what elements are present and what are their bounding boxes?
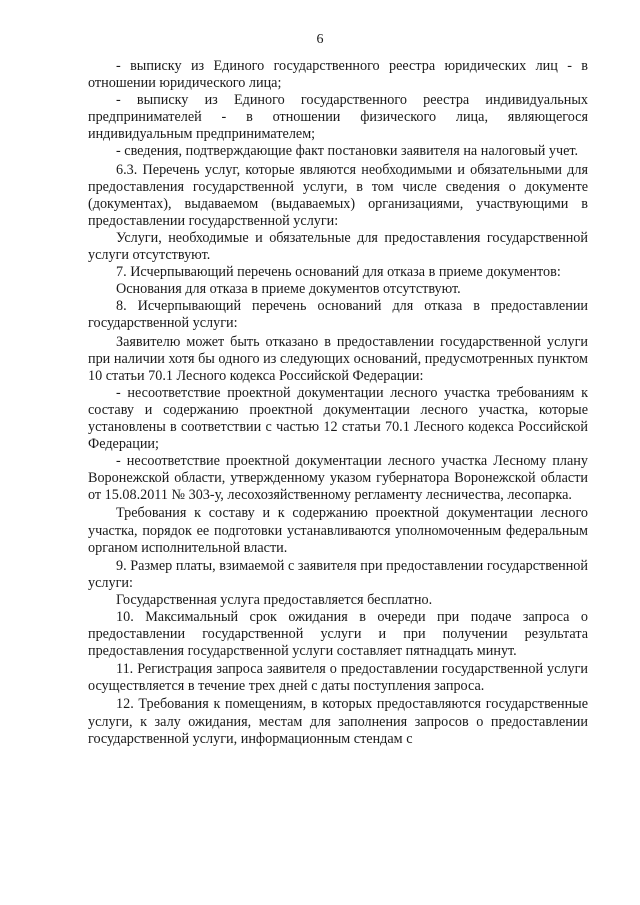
paragraph-9-free-of-charge: Государственная услуга предоставляется бесплатно. [116,591,433,608]
paragraph-8: 8. Исчерпывающий перечень оснований для отказа в предоставлении государственной услуги: [88,298,588,332]
paragraph-8-noncompliance-requirements: - несоответствие проектной документации лесного участка требованиям к составу и содержанию проектной документации лесного участка, которые установлены в соответствии с частью 12 статьи 70.1 Лесного кодекса Российской Федерации; [88,384,588,453]
paragraph-project-documentation-requirements: Требования к составу и к содержанию проектной документации лесного участка, порядок ее подготовки устанавливаются уполномоченным федеральным органом исполнительной власти. [88,505,588,556]
paragraph-egrul-extract: - выписку из Единого государственного реестра юридических лиц - в отношении юридического лица; [88,58,588,92]
paragraph-9: 9. Размер платы, взимаемой с заявителя при предоставлении государственной услуги: [88,557,588,591]
paragraph-6-3-services-absent: Услуги, необходимые и обязательные для предоставления государственной услуги отсутствуют. [88,229,588,264]
paragraph-tax-registration: - сведения, подтверждающие факт постановки заявителя на налоговый учет. [116,143,579,160]
paragraph-7: 7. Исчерпывающий перечень оснований для отказа в приеме документов: [116,264,561,281]
paragraph-8-noncompliance-forest-plan: - несоответствие проектной документации лесного участка Лесному плану Воронежской области, утвержденному указом губернатора Воронежской области от 15.08.2011 № 303-у, лесохозяйственному регламенту лесничества, лесопарка. [88,453,588,504]
page-number: 6 [316,32,324,47]
paragraph-8-refusal: Заявителю может быть отказано в предоставлении государственной услуги при наличии хотя бы одного из следующих оснований, предусмотренных пунктом 10 статьи 70.1 Лесного кодекса Российской Федерации: [88,333,588,384]
paragraph-10: 10. Максимальный срок ожидания в очереди при подаче запроса о предоставлении государственной услуги и при получении результата предоставления государственной услуги составляет пятнадцать минут. [88,609,588,660]
paragraph-egrip-extract: - выписку из Единого государственного реестра индивидуальных предпринимателей - в отношении физического лица, являющегося индивидуальным предпринимателем; [88,92,588,143]
paragraph-7-no-grounds: Основания для отказа в приеме документов отсутствуют. [116,281,461,298]
paragraph-11: 11. Регистрация запроса заявителя о предоставлении государственной услуги осуществляется в течение трех дней с даты поступления запроса. [88,661,588,695]
paragraph-6-3: 6.3. Перечень услуг, которые являются необходимыми и обязательными для предоставления государственной услуги, в том числе сведения о документе (документах), выдаваемом (выдаваемых) организациями, участвующими в предоставлении государственной услуги: [88,161,588,229]
document-body [88,58,588,748]
paragraph-12: 12. Требования к помещениям, в которых предоставляются государственные услуги, к залу ожидания, местам для заполнения запросов о предоставлении государственной услуги, информационным стендам с [88,696,588,747]
